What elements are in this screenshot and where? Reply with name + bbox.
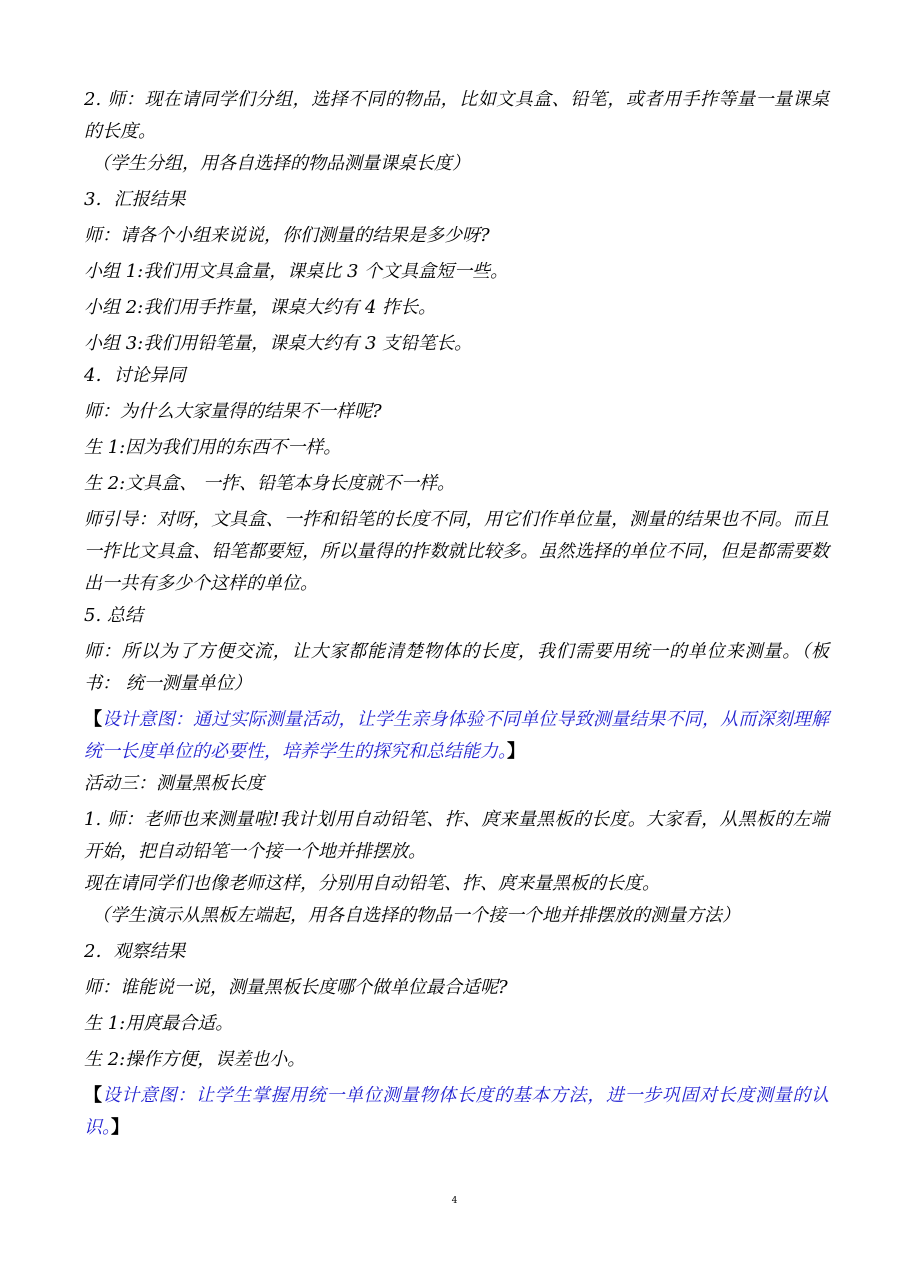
paragraph-group-1: 小组 1:我们用文具盒量，课桌比 3 个文具盒短一些。 (84, 261, 509, 282)
design-intent-text: 设计意图：通过实际测量活动，让学生亲身体验不同单位导致测量结果不同，从而深刻理解统一长度单位的必要性，培养学生的探究和总结能力。 (84, 709, 830, 762)
paragraph-group-2: 小组 2:我们用手拃量，课桌大约有 4 拃长。 (84, 297, 437, 318)
bracket-open: 【 (84, 1085, 103, 1106)
paragraph-student-1-answer: 生 1:用庹最合适。 (84, 1013, 234, 1034)
heading-discuss-differences: 4．讨论异同 (84, 365, 186, 386)
page-number: 4 (451, 1196, 458, 1206)
heading-activity-3: 活动三：测量黑板长度 (84, 773, 264, 794)
paragraph-teacher-why: 师：为什么大家量得的结果不一样呢? (84, 401, 382, 422)
heading-summary: 5. 总结 (84, 605, 143, 626)
heading-report-results: 3．汇报结果 (84, 189, 186, 210)
paragraph-student-2: 生 2:文具盒、 一拃、铅笔本身长度就不一样。 (84, 473, 455, 494)
design-intent-1 (84, 704, 829, 768)
paragraph-teacher-question: 师：请各个小组来说说，你们测量的结果是多少呀? (84, 225, 490, 246)
paragraph-teacher-which-unit: 师：谁能说一说，测量黑板长度哪个做单位最合适呢? (84, 977, 508, 998)
document-body (84, 84, 829, 1144)
heading-observe-results: 2．观察结果 (84, 941, 186, 962)
paragraph-student-2-answer: 生 2:操作方便，误差也小。 (84, 1049, 306, 1070)
paragraph-teacher-summary: 师：所以为了方便交流，让大家都能清楚物体的长度，我们需要用统一的单位来测量。（板书： 统一测量单位） (84, 641, 829, 694)
paragraph-student-1: 生 1:因为我们用的东西不一样。 (84, 437, 342, 458)
bracket-close: 】 (507, 741, 525, 762)
paragraph-student-grouping: （学生分组，用各自选择的物品测量课桌长度） (92, 153, 470, 174)
paragraph-students-measure: 现在请同学们也像老师这样，分别用自动铅笔、拃、庹来量黑板的长度。 (84, 873, 660, 894)
design-intent-text: 设计意图：让学生掌握用统一单位测量物体长度的基本方法，进一步巩固对长度测量的认识。 (84, 1085, 830, 1138)
design-intent-2 (84, 1080, 829, 1144)
bracket-open: 【 (84, 709, 103, 730)
bracket-close: 】 (111, 1117, 129, 1138)
paragraph-step-2: 2. 师：现在请同学们分组，选择不同的物品，比如文具盒、铅笔，或者用手拃等量一量课桌 的长度。 (84, 89, 829, 142)
paragraph-group-3: 小组 3:我们用铅笔量，课桌大约有 3 支铅笔长。 (84, 333, 473, 354)
paragraph-teacher-demo: 1. 师：老师也来测量啦!我计划用自动铅笔、拃、庹来量黑板的长度。大家看，从黑板的左端开始，把自动铅笔一个接一个地并排摆放。 (84, 809, 829, 862)
paragraph-student-demo: （学生演示从黑板左端起，用各自选择的物品一个接一个地并排摆放的测量方法） (92, 905, 740, 926)
paragraph-teacher-guide: 师引导：对呀，文具盒、一拃和铅笔的长度不同，用它们作单位量，测量的结果也不同。而且一拃比文具盒、铅笔都要短，所以量得的拃数就比较多。虽然选择的单位不同，但是都需要数出一共有多少个这样的单位。 (84, 509, 829, 594)
